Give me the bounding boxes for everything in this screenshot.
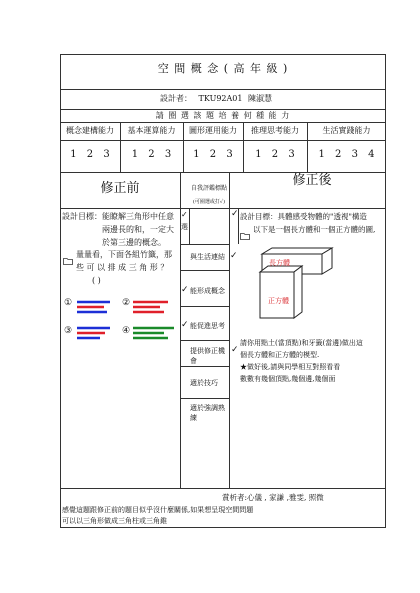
ability-options[interactable]: 1 2 3: [131, 149, 172, 160]
checklist-item-label: 與生活連結: [190, 253, 225, 261]
option-marker: ②: [122, 298, 131, 308]
before-goal: 於第三邊的概念。: [102, 238, 166, 247]
checklist-heading: 自我評鑑標點: [190, 185, 227, 192]
designer-label: 設計者：: [160, 94, 192, 103]
cuboid-label: 長方體: [269, 259, 290, 267]
divider: [180, 340, 229, 341]
divider: [180, 366, 229, 367]
checklist-checkmark[interactable]: ✓: [230, 251, 238, 261]
designer-name: 陳淑慧: [248, 94, 272, 103]
reviewers-line: 賞析者:心儀 , 家謙 ,雅雯, 照微: [222, 493, 324, 502]
after-goal: 設計目標：具體感受物體的"透視"構造: [240, 212, 367, 221]
ability-options[interactable]: 1 2 3: [70, 149, 110, 160]
after-select-checkmark[interactable]: ✓: [231, 345, 239, 355]
checklist-checkmark[interactable]: ✓: [181, 285, 189, 295]
divider: [189, 208, 190, 244]
divider: [60, 109, 386, 110]
ability-name: 生活實踐能力: [322, 126, 371, 135]
ability-name: 概念建構能力: [66, 126, 114, 135]
review-comment: 可以以三角形做成三角柱或三角錐: [62, 517, 167, 525]
abilities-heading: 請 圈 選 該 題 培 養 何 種 能 力: [155, 111, 291, 120]
before-answer-blank: ( ): [92, 276, 101, 285]
before-question: 量量看，下面各組竹籤，那: [76, 250, 172, 259]
after-heading: 修正後: [292, 173, 332, 188]
checklist-checkmark[interactable]: ✓: [181, 320, 189, 330]
after-task: 數數有幾個頂點,幾個邊,幾個面: [240, 375, 336, 383]
review-comment: 感覺這題跟修正前的題目似乎沒什麼關係,如果想呈現空間問題: [62, 506, 254, 514]
cuboid-cube-figure: [250, 246, 360, 326]
divider: [180, 398, 229, 399]
ability-name: 圖形運用能力: [189, 126, 237, 135]
checklist-item-label: 適於強調熟練: [190, 404, 225, 422]
divider: [60, 89, 386, 90]
select-column-label: 選: [181, 223, 188, 231]
before-goal: 設計目標：能瞭解三角形中任意: [62, 212, 174, 221]
folder-icon: [240, 225, 250, 233]
after-goal: 以下是一個長方體和一個正方體的圖,: [253, 225, 376, 234]
divider: [180, 306, 229, 307]
cube-label: 正方體: [268, 297, 289, 305]
ability-name: 基本運算能力: [127, 126, 176, 135]
designer-code: TKU92A01: [198, 94, 243, 103]
divider: [180, 244, 229, 245]
stick-group-3: [77, 328, 110, 338]
before-goal: 兩邊長的和，一定大: [102, 225, 174, 234]
stick-group-4: [133, 328, 174, 338]
divider: [180, 270, 229, 271]
stick-group-2: [133, 302, 168, 312]
option-marker: ④: [122, 326, 131, 336]
stick-group-1: [77, 302, 110, 312]
select-column-label: ✓: [181, 210, 188, 219]
page-title: 空 間 概 念 ( 高 年 級 ): [157, 62, 289, 75]
after-select-checkmark[interactable]: ✓: [231, 209, 239, 219]
after-task: 個長方體和正方體的模型.: [240, 351, 320, 359]
checklist-item-label: 能促進思考: [190, 322, 225, 330]
ability-options[interactable]: 1 2 3: [193, 149, 233, 160]
divider: [60, 140, 386, 141]
checklist-heading: (可圈選或打✓): [192, 199, 226, 205]
before-heading: 修正前: [100, 181, 140, 196]
folder-icon: [63, 250, 73, 258]
after-task: ★做好後,請與同學相互對照看看: [240, 363, 341, 371]
before-question: 些 可 以 排 成 三 角 形 ？: [76, 263, 169, 272]
option-marker: ③: [64, 326, 73, 336]
designer-line: [160, 93, 360, 104]
ability-options[interactable]: 1 2 3: [255, 149, 295, 160]
divider: [60, 208, 386, 209]
checklist-item-label: 能形成概念: [190, 287, 225, 295]
after-task: 請你用點土(當頂點)和牙籤(當邊)做出這: [240, 339, 363, 347]
cube-shape: [260, 266, 302, 318]
option-marker: ①: [64, 298, 73, 308]
ability-name: 推理思考能力: [251, 126, 299, 135]
ability-options[interactable]: 1 2 3 4: [318, 149, 375, 160]
divider: [60, 488, 386, 489]
checklist-item-label: 適於技巧: [190, 379, 218, 387]
checklist-item-label: 提供修正機會: [190, 347, 225, 365]
divider: [60, 122, 386, 123]
bamboo-sticks-figure: [60, 290, 180, 350]
divider: [229, 172, 230, 488]
